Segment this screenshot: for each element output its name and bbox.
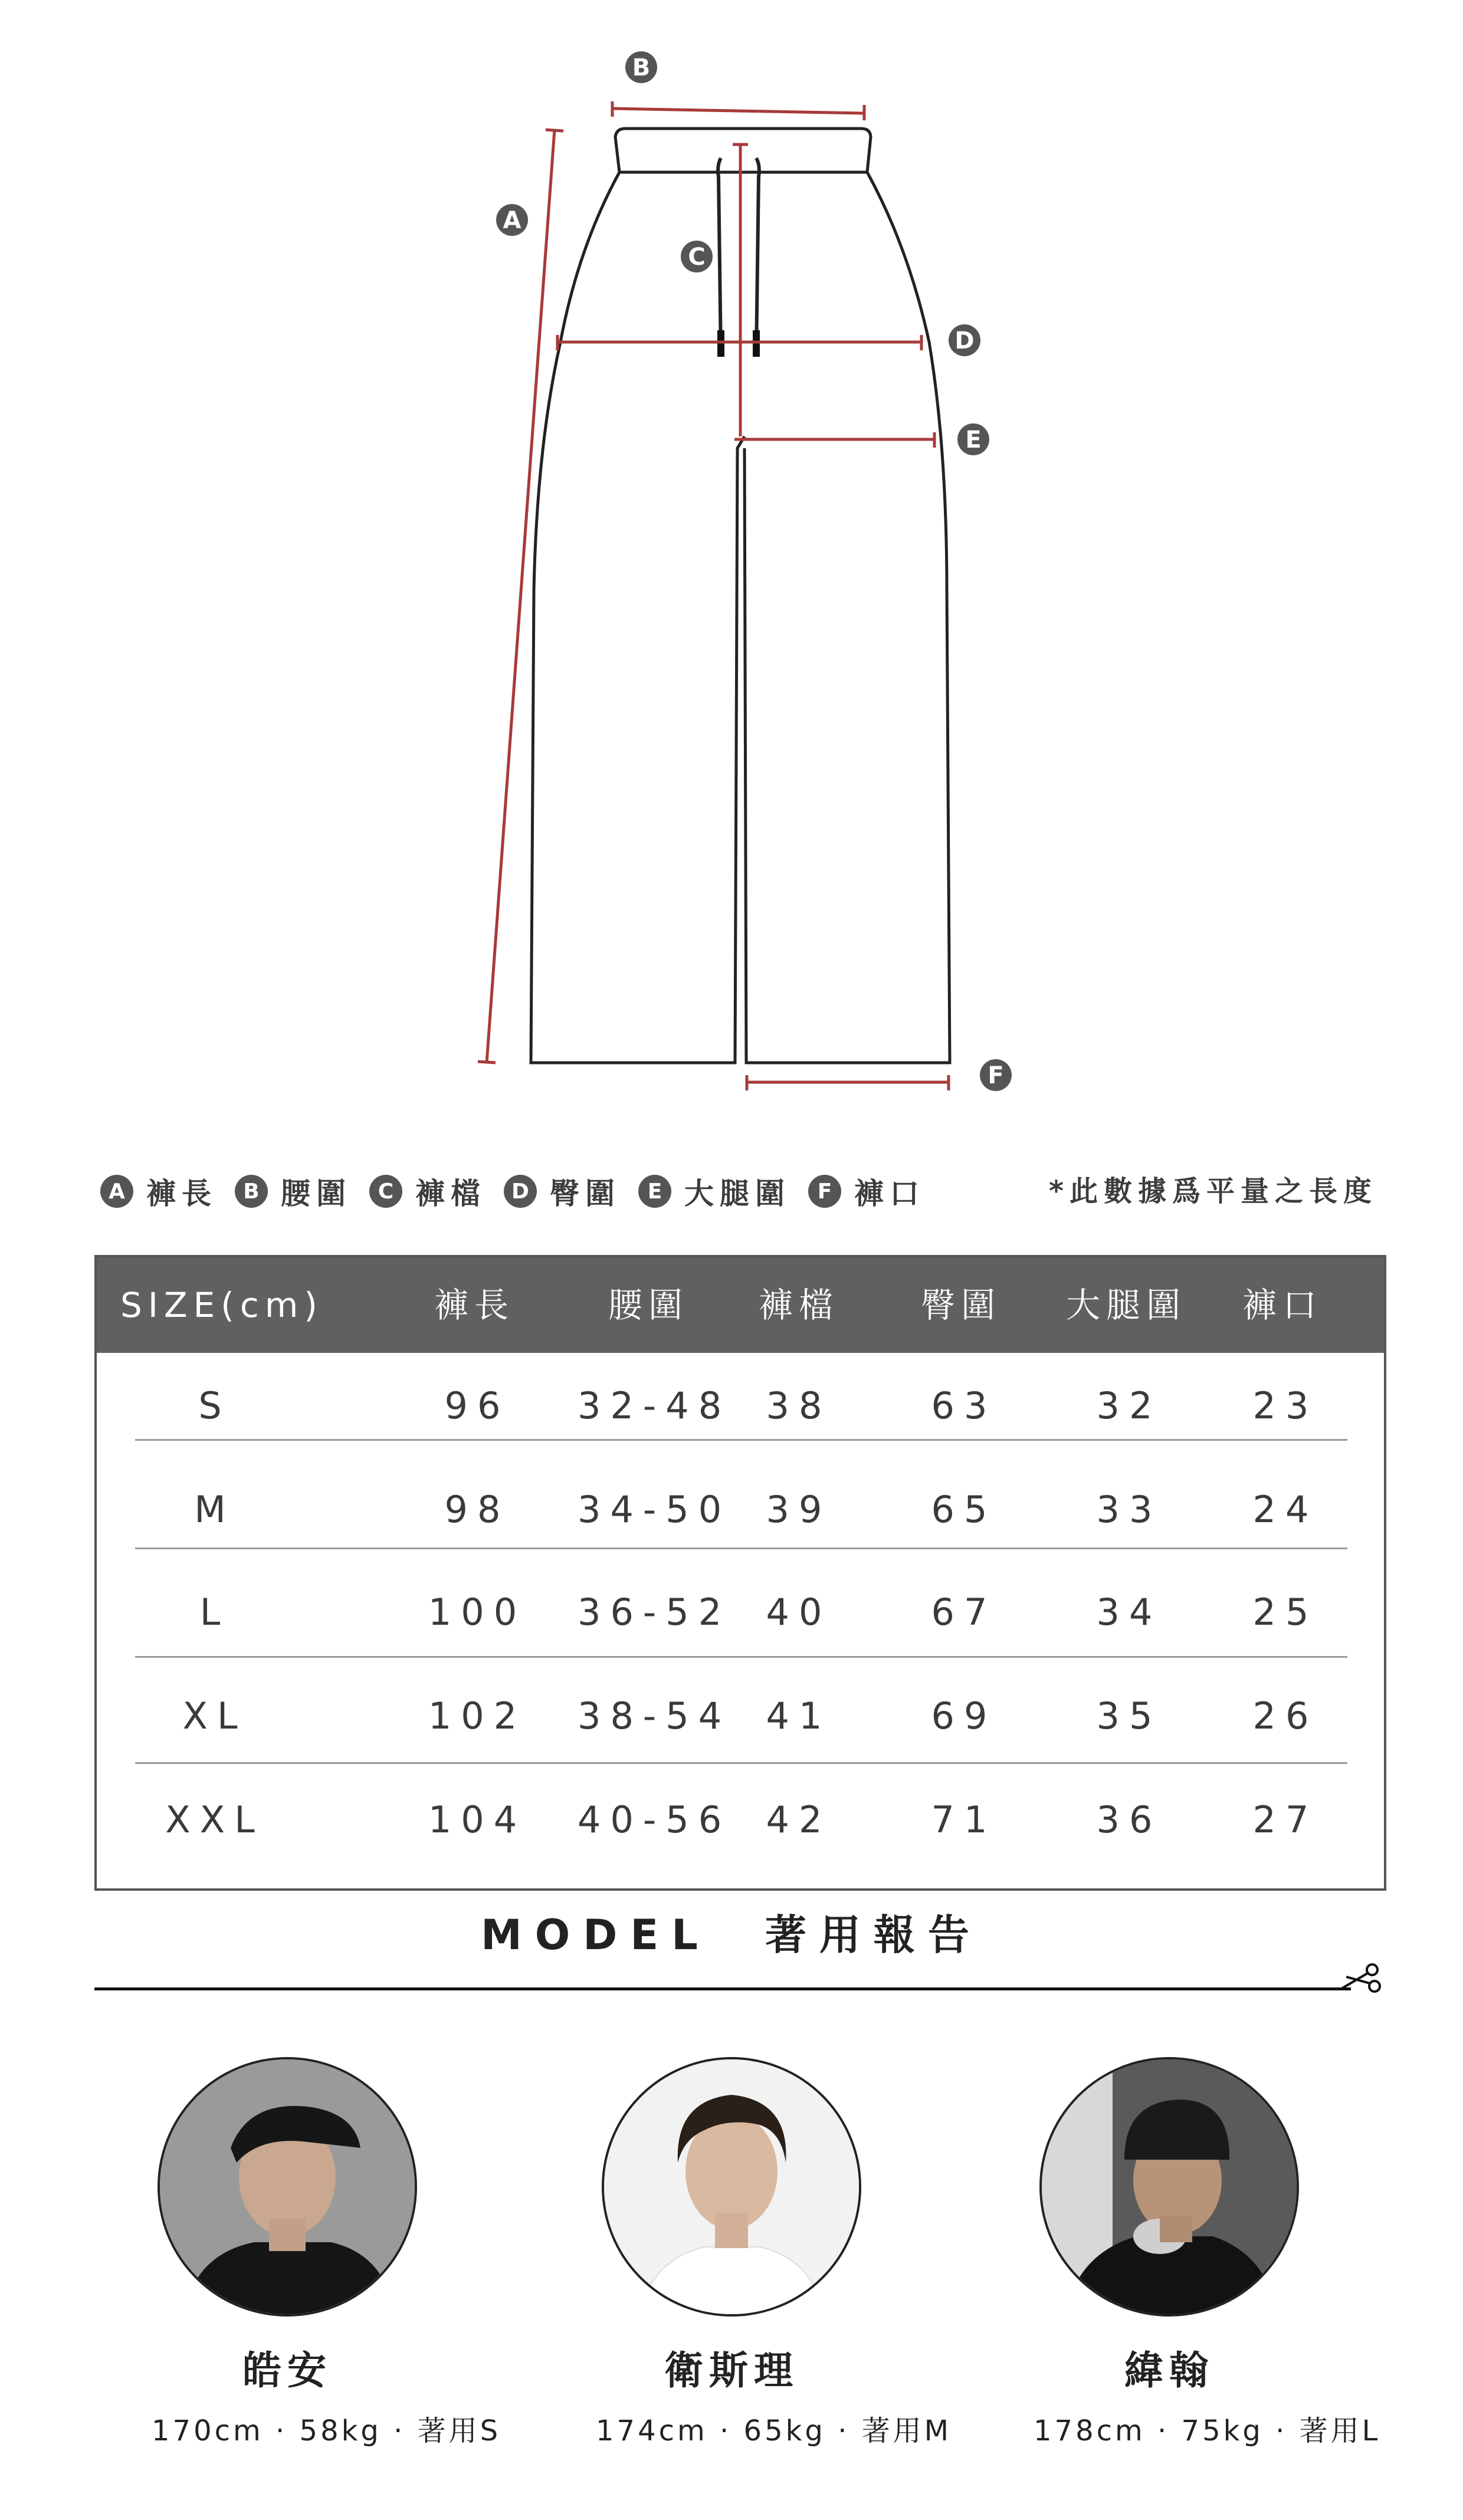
measurement-legend: [100, 1171, 943, 1212]
cell-rise: 38: [766, 1384, 832, 1427]
svg-text:B: B: [632, 54, 651, 81]
cell-rise: 39: [766, 1488, 832, 1531]
cell-hip: 63: [931, 1384, 997, 1427]
cell-thigh: 36: [1096, 1798, 1162, 1841]
header-hip: 臀圍: [920, 1285, 1001, 1325]
table-row: [97, 1559, 1384, 1665]
legend-badge: C: [369, 1175, 402, 1208]
svg-text:C: C: [688, 244, 706, 271]
legend-item-length: [100, 1170, 217, 1213]
cell-leg-opening: 23: [1252, 1384, 1318, 1427]
model-card-haoan: [152, 2057, 501, 2449]
cell-thigh: 35: [1096, 1694, 1162, 1737]
header-leg-opening: 褲口: [1242, 1285, 1323, 1325]
legend-item-leg-opening: [808, 1170, 925, 1213]
header-length: 褲長: [434, 1285, 514, 1325]
model-card-weihan: [1034, 2057, 1381, 2449]
model-photo: [160, 2059, 415, 2314]
cell-leg-opening: 27: [1252, 1798, 1318, 1841]
measurement-lines: [478, 101, 949, 1090]
cell-size: XXL: [165, 1798, 264, 1841]
marker-e: [957, 423, 989, 455]
model-photo: [1042, 2059, 1297, 2314]
cell-length: 96: [444, 1384, 510, 1427]
cell-hip: 67: [931, 1591, 997, 1634]
section-divider: [94, 1987, 1351, 1990]
marker-f: [980, 1059, 1012, 1091]
row-divider: [135, 1656, 1347, 1658]
legend-item-rise: [369, 1170, 486, 1213]
legend-label: 腰圍: [281, 1177, 352, 1211]
legend-badge: D: [504, 1175, 537, 1208]
legend-item-hip: [504, 1170, 621, 1213]
legend-badge: A: [100, 1175, 133, 1208]
model-info: 170cm · 58kg · 著用S: [152, 2414, 501, 2447]
legend-label: 褲檔: [415, 1177, 486, 1211]
cell-waist: 38-54: [578, 1694, 732, 1737]
cell-length: 100: [428, 1591, 527, 1634]
model-photo: [604, 2059, 859, 2314]
cell-leg-opening: 26: [1252, 1694, 1318, 1737]
cell-length: 102: [428, 1694, 527, 1737]
svg-text:F: F: [988, 1062, 1004, 1089]
marker-a: [496, 204, 528, 236]
model-avatar: [158, 2057, 417, 2317]
cell-thigh: 32: [1096, 1384, 1162, 1427]
cell-size: M: [194, 1488, 235, 1531]
row-divider: [135, 1548, 1347, 1549]
model-info: 174cm · 65kg · 著用M: [596, 2414, 952, 2447]
header-thigh: 大腿圍: [1065, 1285, 1186, 1325]
cell-thigh: 33: [1096, 1488, 1162, 1531]
legend-badge: E: [638, 1175, 671, 1208]
row-divider: [135, 1439, 1347, 1441]
model-name: 皓安: [242, 2348, 332, 2393]
cell-waist: 32-48: [578, 1384, 732, 1427]
table-header: [97, 1257, 1384, 1353]
model-section-title: MODEL 著用報告: [481, 1911, 982, 1959]
model-avatar: [602, 2057, 861, 2317]
cell-rise: 42: [766, 1798, 832, 1841]
marker-c: [681, 241, 713, 272]
cell-size: XL: [182, 1694, 247, 1737]
size-table: [94, 1255, 1386, 1891]
model-name: 衛斯理: [664, 2348, 799, 2393]
cell-thigh: 34: [1096, 1591, 1162, 1634]
model-name: 緯翰: [1124, 2348, 1214, 2393]
header-waist: 腰圍: [608, 1285, 688, 1325]
cell-length: 104: [428, 1798, 527, 1841]
legend-item-waist: [235, 1170, 352, 1213]
marker-b: [625, 51, 657, 83]
legend-label: 臀圍: [550, 1177, 621, 1211]
svg-text:D: D: [954, 327, 975, 354]
legend-label: 褲口: [854, 1177, 925, 1211]
cell-rise: 40: [766, 1591, 832, 1634]
marker-d: [949, 324, 980, 356]
measure-line-a: [487, 130, 555, 1063]
legend-badge: B: [235, 1175, 268, 1208]
header-size: SIZE(cm): [120, 1285, 323, 1325]
cell-leg-opening: 24: [1252, 1488, 1318, 1531]
cell-hip: 65: [931, 1488, 997, 1531]
legend-item-thigh: [638, 1170, 790, 1213]
cell-waist: 34-50: [578, 1488, 732, 1531]
cell-size: L: [199, 1591, 230, 1634]
table-row: [97, 1767, 1384, 1873]
svg-text:E: E: [965, 426, 982, 454]
row-divider: [135, 1762, 1347, 1764]
scissors-icon: [1338, 1960, 1385, 1996]
cell-waist: 36-52: [578, 1591, 732, 1634]
cell-rise: 41: [766, 1694, 832, 1737]
cell-size: S: [198, 1384, 231, 1427]
model-card-wesley: [596, 2057, 952, 2449]
table-row: [97, 1353, 1384, 1459]
model-avatar: [1039, 2057, 1299, 2317]
legend-badge: F: [808, 1175, 841, 1208]
table-row: [97, 1663, 1384, 1769]
cell-hip: 71: [931, 1798, 997, 1841]
cell-length: 98: [444, 1488, 510, 1531]
model-info: 178cm · 75kg · 著用L: [1034, 2414, 1381, 2447]
cell-leg-opening: 25: [1252, 1591, 1318, 1634]
cell-hip: 69: [931, 1694, 997, 1737]
measurement-note: *此數據爲平量之長度: [1048, 1175, 1377, 1208]
svg-text:A: A: [503, 207, 521, 234]
legend-label: 大腿圍: [684, 1177, 790, 1211]
pants-measurement-diagram: [0, 0, 1463, 1109]
legend-label: 褲長: [146, 1177, 217, 1211]
header-rise: 褲檔: [758, 1285, 839, 1325]
table-row: [97, 1457, 1384, 1563]
cell-waist: 40-56: [578, 1798, 732, 1841]
measure-line-b: [612, 109, 864, 113]
